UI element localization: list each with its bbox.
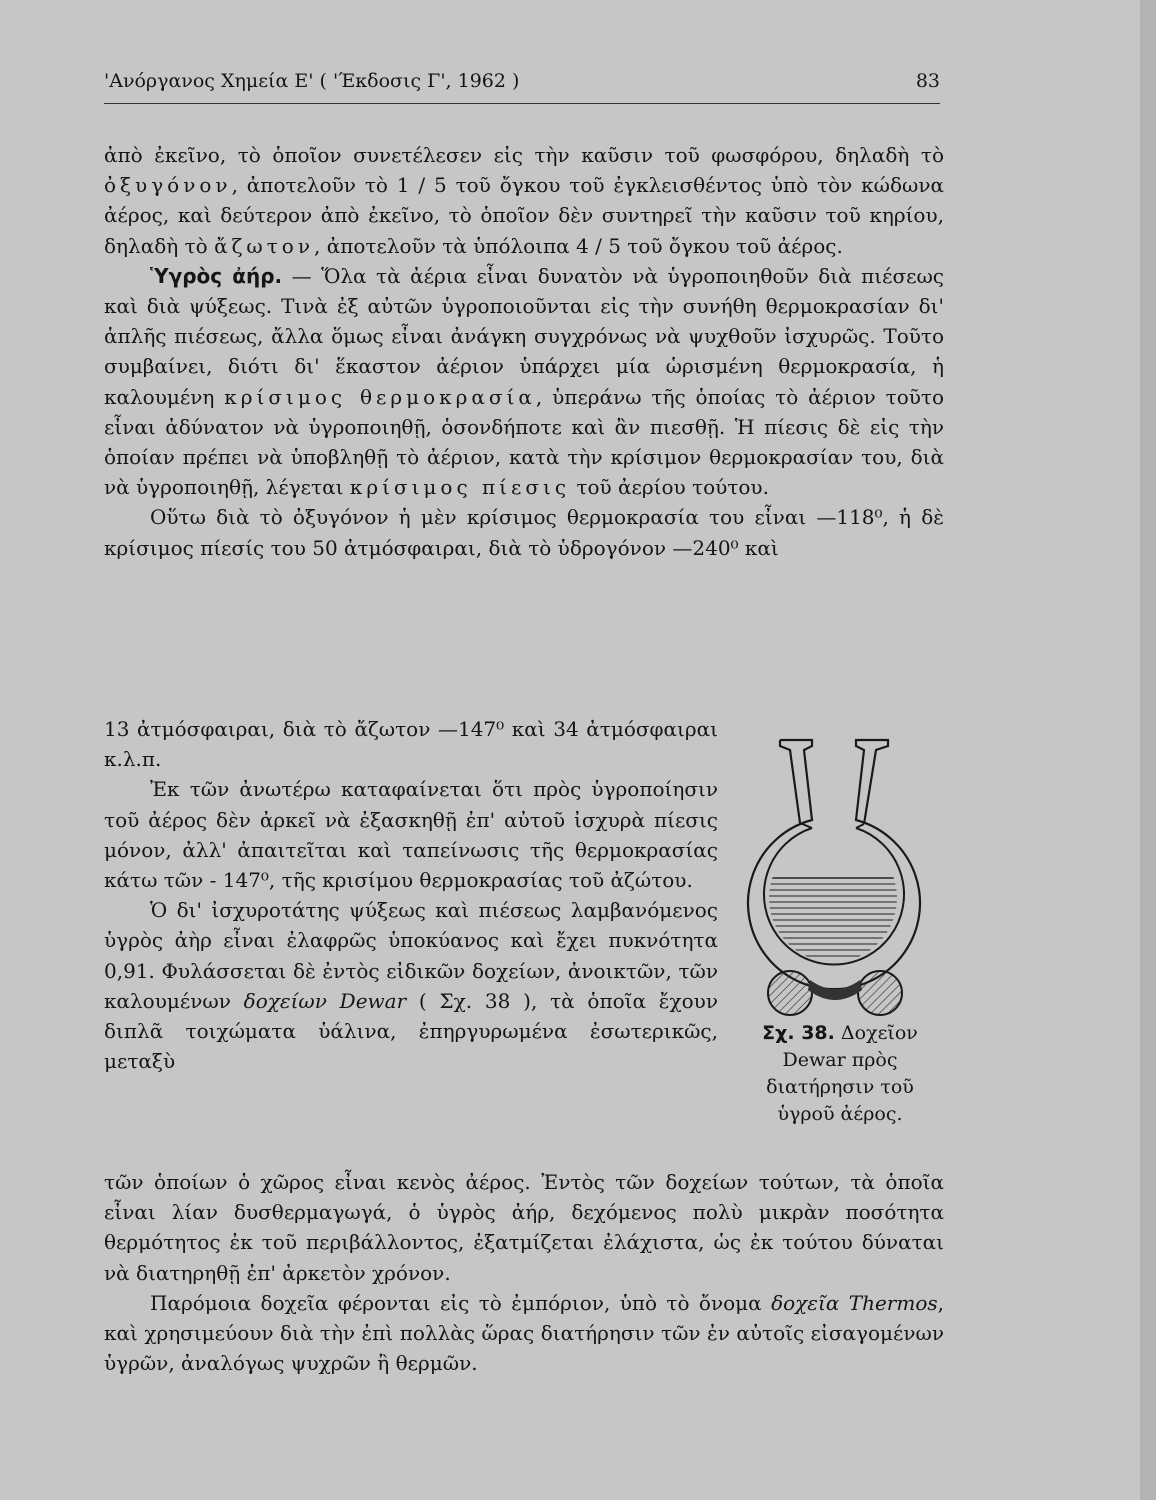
paragraph-thermos: Παρόμοια δοχεῖα φέρονται εἰς τὸ ἐμπόριον, ὑπὸ τὸ ὄνομα δοχεῖα Thermos, καὶ χρησιμεύουν διὰ τὴν ἐπὶ πολλὰς ὥρας διατήρησιν τῶν ἐν αὐτοῖς εἰσαγομένων ὑγρῶν, ἀναλόγως ψυχρῶν ἢ θερμῶν. <box>104 1290 944 1376</box>
dewar-flask-figure <box>740 728 940 1028</box>
figure-caption <box>740 1020 940 1128</box>
body-text-top <box>104 140 944 563</box>
figure-label: Σχ. 38. <box>762 1022 835 1044</box>
paragraph-critical-values-end: 13 ἀτμόσφαιραι, διὰ τὸ ἄζωτον —147⁰ καὶ 34 ἀτμόσφαιραι κ.λ.π. <box>104 717 718 772</box>
header-rule <box>104 103 940 104</box>
liquid-air <box>760 878 920 968</box>
paragraph-liquefaction: Ἐκ τῶν ἀνωτέρω καταφαίνεται ὅτι πρὸς ὑγροποίησιν τοῦ ἀέρος δὲν ἀρκεῖ νὰ ἐξασκηθῇ ἐπ' αὐτοῦ ἰσχυρὰ πίεσις μόνον, ἀλλ' ἀπαιτεῖται καὶ ταπείνωσις τῆς θερμοκρασίας κάτω τῶν - 147⁰, τῆς κρισίμου θερμοκρασίας τοῦ ἀζώτου. <box>104 777 718 893</box>
figure-caption-text: Δοχεῖον Dewar πρὸς διατήρησιν τοῦ ὑγροῦ ἀέρος. <box>766 1022 918 1125</box>
paragraph-liquid-air: Ὑγρὸς ἀήρ. — Ὅλα τὰ ἀέρια εἶναι δυνατὸν νὰ ὑγροποιηθοῦν διὰ πιέσεως καὶ διὰ ψύξεως. Τινὰ ἐξ αὐτῶν ὑγροποιοῦνται εἰς τὴν συνήθη θερμοκρασίαν δι' ἁπλῆς πιέσεως, ἄλλα ὅμως εἶναι ἀνάγκη συγχρόνως νὰ ψυχθοῦν ἰσχυρῶς. Τοῦτο συμβαίνει, διότι δι' ἕκαστον ἀέριον ὑπάρχει μία ὡρισμένη θερμοκρασία, ἡ καλουμένη κρίσιμος θερμοκρασία, ὑπεράνω τῆς ὁποίας τὸ ἀέριον τοῦτο εἶναι ἀδύνατον νὰ ὑγροποιηθῇ, ὁσονδήποτε καὶ ἂν πιεσθῇ. Ἡ πίεσις δὲ εἰς τὴν ὁποίαν πρέπει νὰ ὑποβληθῇ τὸ ἀέριον, κατὰ τὴν κρίσιμον θερμοκρασίαν του, διὰ νὰ ὑγροποιηθῇ, λέγεται κρίσιμος πίεσις τοῦ ἀερίου τούτου. <box>104 263 945 500</box>
paragraph-dewar-continued: τῶν ὁποίων ὁ χῶρος εἶναι κενὸς ἀέρος. Ἐντὸς τῶν δοχείων τούτων, τὰ ὁποῖα εἶναι λίαν δυσθερμαγωγά, ὁ ὑγρὸς ἀήρ, δεχόμενος πολὺ μικρὰν ποσότητα θερμότητος ἐκ τοῦ περιβάλλοντος, ἐξατμίζεται ἐλάχιστα, ὡς ἐκ τούτου δύναται νὰ διατηρηθῇ ἐπ' ἀρκετὸν χρόνον. <box>104 1170 944 1285</box>
body-text-bottom <box>104 1167 944 1378</box>
term-critical-pressure: κρίσιμος πίεσις <box>349 475 571 500</box>
body-text-column <box>104 714 718 1076</box>
term-nitrogen: ἄζωτον <box>214 233 314 258</box>
support-sand <box>808 980 862 1000</box>
term-oxygen: ὀξυγόνον <box>104 173 232 198</box>
section-heading: Ὑγρὸς ἀήρ. <box>150 263 283 288</box>
running-title: 'Ανόργανος Χημεία Ε' ( 'Έκδοσις Γ', 1962 ) <box>104 70 520 92</box>
page-edge <box>1140 0 1156 1500</box>
paragraph-dewar: Ὁ δι' ἰσχυροτάτης ψύξεως καὶ πιέσεως λαμβανόμενος ὑγρὸς ἀὴρ εἶναι ἐλαφρῶς ὑποκύανος καὶ ἔχει πυκνότητα 0,91. Φυλάσσεται δὲ ἐντὸς εἰδικῶν δοχείων, ἀνοικτῶν, τῶν καλουμένων δοχείων Dewar ( Σχ. 38 ), τὰ ὁποῖα ἔχουν διπλᾶ τοιχώματα ὑάλινα, ἐπηργυρωμένα ἐσωτερικῶς, μεταξὺ <box>104 898 718 1074</box>
term-critical-temperature: κρίσιμος θερμοκρασία <box>224 384 536 409</box>
running-header <box>104 70 940 100</box>
support-left <box>768 971 812 1015</box>
support-right <box>858 971 902 1015</box>
paragraph-critical-values-start: Οὕτω διὰ τὸ ὀξυγόνον ἡ μὲν κρίσιμος θερμοκρασία του εἶναι —118⁰, ἡ δὲ κρίσιμος πίεσίς του 50 ἀτμόσφαιραι, διὰ τὸ ὑδρογόνον —240⁰ καὶ <box>104 505 944 560</box>
paragraph-composition: ἀπὸ ἐκεῖνο, τὸ ὁποῖον συνετέλεσεν εἰς τὴν καῦσιν τοῦ φωσφόρου, δηλαδὴ τὸ ὀξυγόνον, ἀποτελοῦν τὸ 1 / 5 τοῦ ὄγκου τοῦ ἐγκλεισθέντος ὑπὸ τὸν κώδωνα ἀέρος, καὶ δεύτερον ἀπὸ ἐκεῖνο, τὸ ὁποῖον δὲν συντηρεῖ τὴν καῦσιν τοῦ κηρίου, δηλαδὴ τὸ ἄζωτον, ἀποτελοῦν τὰ ὑπόλοιπα 4 / 5 τοῦ ὄγκου τοῦ ἀέρος. <box>104 143 944 258</box>
page-number: 83 <box>915 70 940 92</box>
term-dewar-flask: δοχείων Dewar <box>243 988 407 1013</box>
term-thermos: δοχεῖα Thermos <box>771 1290 938 1315</box>
